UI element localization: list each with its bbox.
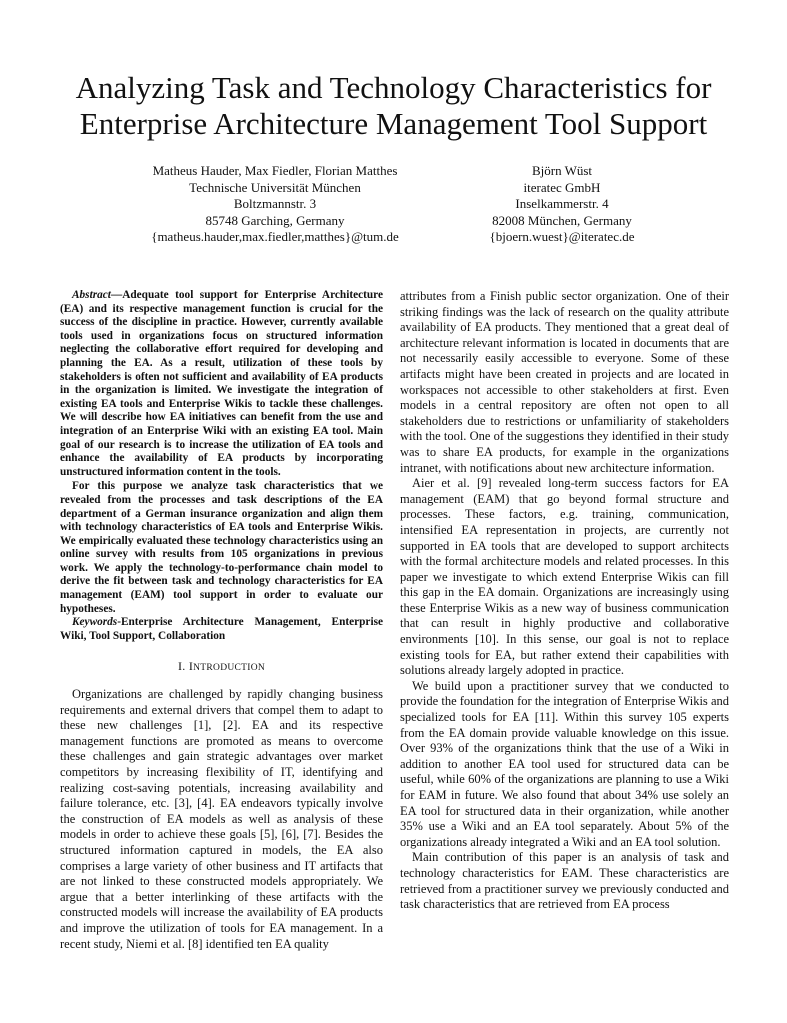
abstract-paragraph-1	[60, 289, 383, 479]
intro-paragraph-1: Organizations are challenged by rapidly changing business requirements and external drivers that compel them to adapt to these new challenges [1], [2]. EA and its respective management functions are promoted as means to overcome these challenges and gain strategic advantages over market competitors by increasing flexibility of IT, identifying and realizing cost-saving potentials, increasing availability and failure tolerance, etc. [3], [4]. EA endeavors typically involve the construction of EA models as well as analysis of these models in order to achieve these goals [5], [6], [7]. Besides the structured information captured in models, the EA also comprises a large variety of other business and IT artifacts that are not linked to these constructed models appropriately. We argue that a better interlinking of these artifacts with the constructed models will increase the availability of EA products and improve the utilization of tools for EA management. In a recent study, Niemi et al. [8] identified ten EA quality	[60, 687, 383, 951]
author-street: Inselkammerstr. 4	[515, 196, 609, 211]
abstract-label: Abstract	[72, 289, 111, 301]
keywords-text: -Enterprise Architecture Management, Enterprise Wiki, Tool Support, Collaboration	[60, 616, 383, 642]
author-city: 85748 Garching, Germany	[205, 212, 345, 228]
author-names: Björn Wüst	[531, 163, 593, 178]
abstract	[60, 289, 383, 616]
left-column	[60, 289, 383, 952]
author-block-iteratec	[462, 163, 662, 246]
author-affiliation: iteratec GmbH	[523, 179, 601, 195]
keywords-label: Keywords	[72, 616, 118, 629]
title-line-2: Enterprise Architecture Management Tool Support	[79, 106, 708, 141]
paper-title	[40, 70, 747, 142]
intro-paragraph-5: Main contribution of this paper is an analysis of task and technology characteristics for EAM. These characteristics are retrieved from a practitioner survey we previously conducted and task characteristics that are retrieved from EA process	[400, 850, 729, 912]
author-city: 82008 München, Germany	[492, 212, 632, 228]
intro-paragraph-3: Aier et al. [9] revealed long-term success factors for EA management (EAM) that go beyond formal structure and processes. These factors, e.g. training, communication, intensified EA representation in projects, are currently not supported in EA tools that are developed to support architects with the formal architecture models and related processes. In this paper we investigate to which extend Enterprise Wikis can fill this gap in the EA domain. Organizations are increasingly using these Enterprise Wikis as a new way of business communication that can result in highly productive and collaborative environments [10]. In this sense, our goal is not to replace existing tools for EA, but rather extend their capabilities with solutions already largely adopted in practice.	[400, 476, 729, 678]
abstract-text-1: —Adequate tool support for Enterprise Architecture (EA) and its respective management function is crucial for the success of the discipline in practice. However, currently available tools used in organizations focus on structured information neglecting the collaborative effort required for developing and planning the EA. As a result, utilization of these tools by stakeholders is often not sufficient and availability of EA products in the organization is limited. We investigate the integration of existing EA tools and Enterprise Wikis to tackle these challenges. We will describe how EA initiatives can benefit from the use and integration of an Enterprise Wiki with an existing EA tool. Main goal of our research is to increase the utilization of EA tools and enhance the availability of EA products by incorporating unstructured information content in the tools.	[60, 289, 383, 478]
title-line-1: Analyzing Task and Technology Characteristics for	[75, 70, 712, 105]
keywords	[60, 616, 383, 643]
author-names: Matheus Hauder, Max Fiedler, Florian Matthes	[152, 163, 398, 178]
author-block-tum	[120, 163, 430, 246]
section-title-initial: I	[188, 659, 194, 674]
intro-paragraph-4: We build upon a practitioner survey that we conducted to provide the foundation for the integration of Enterprise Wikis and specialized tools for EA [11]. Within this survey 105 experts from the EA domain provide valuable knowledge on this issue. Over 93% of the organizations think that the use of a Wiki in addition to another EA tool used for structured data can be useful, while 60% of the organizations are planning to use a Wiki for EAM in future. We also found that about 34% use solely an EA tool for structured data in their organization, while another 35% use a Wiki and an EA tool separately. About 5% of the organizations already integrated a Wiki and an EA tool solution.	[400, 678, 729, 849]
author-email: {bjoern.wuest}@iteratec.de	[489, 229, 635, 244]
abstract-paragraph-2: For this purpose we analyze task characteristics that we revealed from the processes and task descriptions of the EA department of a German insurance organization and align them with technology characteristics of EA tools and Enterprise Wikis. We empirically evaluated these technology characteristics using an online survey with results from 105 organizations in previous work. We apply the technology-to-performance chain model to derive the fit between task and technology characteristics for EA management (EAM) tool support in order to evaluate our hypotheses.	[60, 480, 383, 615]
section-title-rest: NTRODUCTION	[193, 663, 266, 674]
author-affiliation: Technische Universität München	[189, 179, 361, 195]
right-column	[400, 289, 729, 913]
section-heading-introduction	[60, 659, 383, 677]
section-number: I.	[177, 659, 189, 674]
author-street: Boltzmannstr. 3	[233, 196, 317, 211]
author-email: {matheus.hauder,max.fiedler,matthes}@tum.de	[151, 229, 399, 244]
intro-paragraph-2: attributes from a Finish public sector organization. One of their striking findings was the lack of research on the quality attribute availability of EA products. They mentioned that a great deal of architecture relevant information is located in documents that are not necessarily easily accessible to everyone. Some of these artifacts might have been created in projects and are located in workspaces not accessible to other stakeholders at first. Even models in a central repository are often not open to all stakeholders due to restrictions or unfamiliarity of stakeholders with the tool. One of the suggestions they identified in their study was to share EA products, for example in the organizations intranet, with notifications about new architecture information.	[400, 289, 729, 475]
